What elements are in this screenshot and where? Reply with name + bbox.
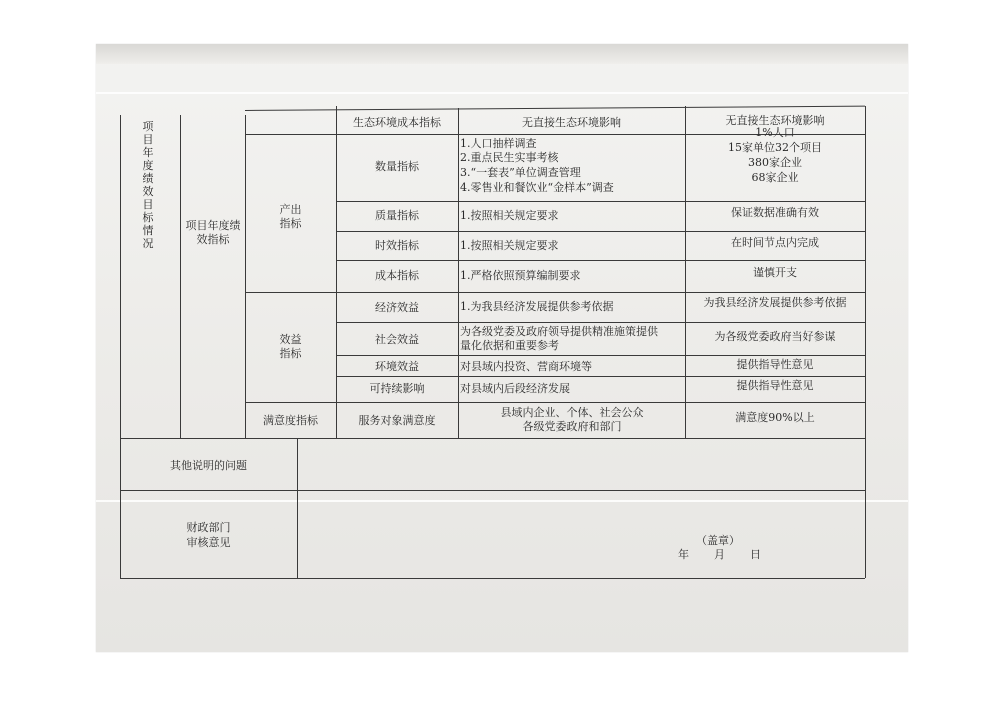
cost-desc: 1.严格依照预算编制要求 — [460, 269, 581, 282]
environment-desc: 对县域内投资、营商环境等 — [460, 360, 592, 373]
satisfaction-desc-1: 县域内企业、个体、社会公众 — [500, 406, 644, 419]
cost-value: 谨慎开支 — [753, 266, 797, 279]
timeliness-indicator: 时效指标 — [375, 239, 419, 252]
header-cost-indicator: 生态环境成本指标 — [353, 116, 441, 129]
paper-crease — [96, 92, 908, 94]
quantity-value-4: 68家企业 — [751, 171, 799, 184]
output-indicator-group: 产出指标 — [279, 203, 302, 230]
header-value: 无直接生态环境影响 — [725, 114, 825, 127]
section-title-vertical: 项目年度绩效目标情况 — [142, 120, 154, 250]
date-year: 年 — [678, 548, 689, 561]
social-benefit: 社会效益 — [375, 333, 419, 346]
quantity-desc-3: 3.“一套表”单位调查管理 — [460, 166, 581, 179]
quantity-indicator: 数量指标 — [375, 160, 419, 173]
quantity-desc-1: 1.人口抽样调查 — [460, 137, 537, 150]
other-notes-label: 其他说明的问题 — [170, 459, 247, 472]
economic-value: 为我县经济发展提供参考依据 — [703, 296, 847, 309]
timeliness-value: 在时间节点内完成 — [731, 236, 819, 249]
finance-dept-label: 财政部门 — [186, 521, 231, 534]
benefit-indicator-group: 效益指标 — [279, 333, 302, 360]
quantity-value-2: 15家单位32个项目 — [728, 141, 822, 154]
economic-desc: 1.为我县经济发展提供参考依据 — [460, 300, 614, 313]
environment-benefit: 环境效益 — [375, 360, 419, 373]
social-value: 为各级党委政府当好参谋 — [714, 330, 836, 343]
review-opinion-label: 审核意见 — [186, 536, 231, 549]
satisfaction-desc-2: 各级党委政府和部门 — [522, 420, 622, 433]
header-desc: 无直接生态环境影响 — [522, 116, 621, 129]
date-month: 月 — [714, 548, 725, 561]
quality-desc: 1.按照相关规定要求 — [460, 209, 559, 222]
social-desc-2: 量化依据和重要参考 — [460, 339, 559, 352]
quality-indicator: 质量指标 — [375, 209, 419, 222]
satisfaction-value: 满意度90%以上 — [735, 411, 815, 424]
environment-value: 提供指导性意见 — [736, 358, 814, 371]
satisfaction-indicator-group: 满意度指标 — [263, 414, 318, 427]
indicator-category-label: 项目年度绩效指标 — [185, 219, 241, 246]
quantity-value-3: 380家企业 — [748, 156, 802, 169]
sustainable-value: 提供指导性意见 — [736, 379, 814, 392]
sustainable-desc: 对县域内后段经济发展 — [460, 382, 570, 395]
seal-label: （盖章） — [696, 534, 740, 547]
quantity-desc-2: 2.重点民生实事考核 — [460, 151, 559, 164]
sustainable-impact: 可持续影响 — [369, 382, 425, 395]
social-desc-1: 为各级党委及政府领导提供精准施策提供 — [460, 325, 658, 338]
satisfaction-indicator: 服务对象满意度 — [358, 414, 436, 427]
date-day: 日 — [750, 548, 761, 561]
quality-value: 保证数据准确有效 — [731, 206, 819, 219]
cost-indicator: 成本指标 — [375, 269, 419, 282]
timeliness-desc: 1.按照相关规定要求 — [460, 239, 559, 252]
paper-crease — [96, 500, 908, 502]
economic-benefit: 经济效益 — [375, 301, 419, 314]
quantity-desc-4: 4.零售业和餐饮业“金样本”调查 — [460, 181, 614, 194]
quantity-value-1: 1%人口 — [755, 126, 795, 139]
